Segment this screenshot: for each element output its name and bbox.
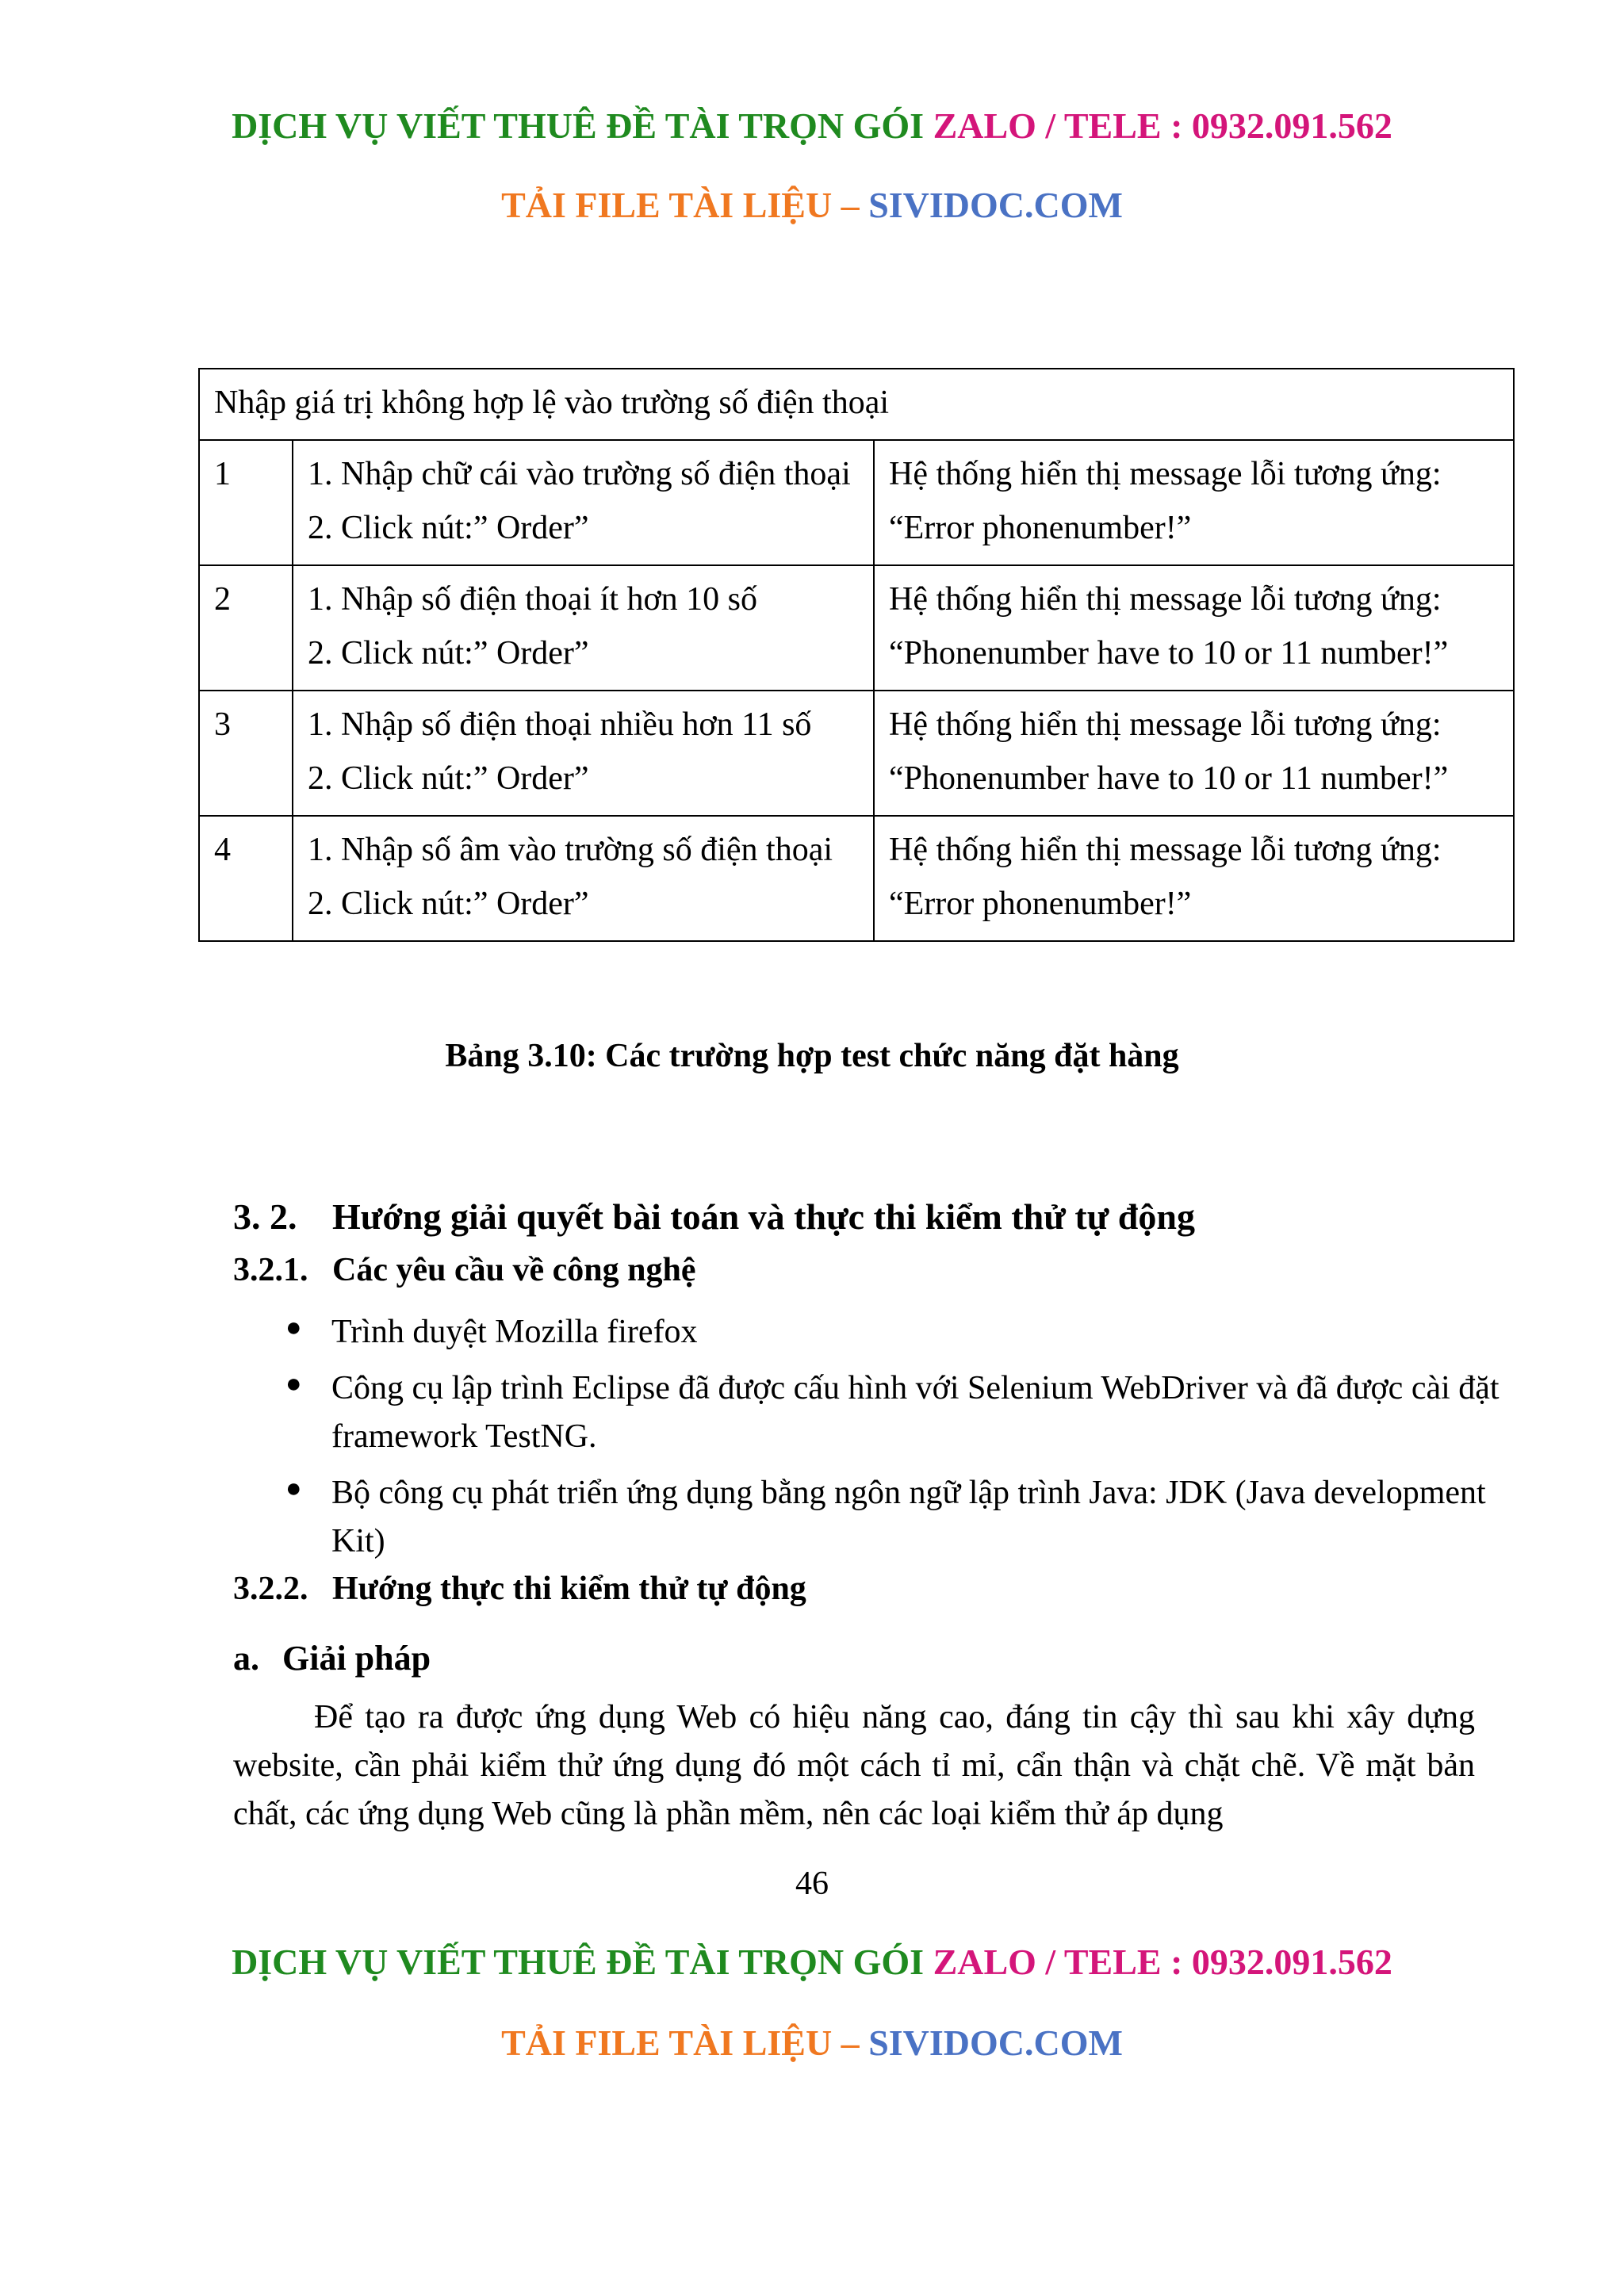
row-steps: [293, 816, 874, 941]
table-row: [199, 440, 1514, 565]
footer-contact-text: ZALO / TELE : 0932.091.562: [933, 1942, 1392, 1982]
step-text: 1. Nhập số điện thoại ít hơn 10 số: [308, 581, 757, 618]
header-site-link[interactable]: SIVIDOC.COM: [868, 185, 1123, 225]
list-item-text: Bộ công cụ phát triển ứng dụng bằng ngôn ngữ lập trình Java: JDK (Java development Kit): [331, 1474, 1486, 1559]
row-steps: [293, 691, 874, 816]
subsection-title: Các yêu cầu về công nghệ: [332, 1252, 696, 1288]
row-expected-result: [874, 440, 1514, 565]
subsection-heading-automation: [233, 1570, 806, 1608]
list-item-text: Trình duyệt Mozilla firefox: [331, 1314, 698, 1350]
row-expected-result: [874, 816, 1514, 941]
step-text: 1. Nhập chữ cái vào trường số điện thoại: [308, 456, 851, 493]
header-banner-line2: [0, 184, 1624, 226]
bullet-icon: ●: [285, 1473, 302, 1503]
footer-banner-line1: [0, 1941, 1624, 1983]
table-caption: Bảng 3.10: Các trường hợp test chức năng đặt hàng: [445, 1038, 1179, 1074]
table-title-cell: Nhập giá trị không hợp lệ vào trường số điện thoại: [199, 369, 1514, 440]
bullet-icon: ●: [285, 1313, 302, 1342]
header-download-text: TẢI FILE TÀI LIỆU –: [501, 185, 860, 225]
row-steps: [293, 440, 874, 565]
footer-service-text: DỊCH VỤ VIẾT THUÊ ĐỀ TÀI TRỌN GÓI: [232, 1942, 925, 1982]
table-row: [199, 691, 1514, 816]
table-title-row: [199, 369, 1514, 440]
list-item: [233, 1469, 1502, 1566]
test-case-table: [198, 368, 1515, 942]
tech-requirements-list: [233, 1308, 1502, 1573]
header-banner-line1: [0, 105, 1624, 147]
body-paragraph: Để tạo ra được ứng dụng Web có hiệu năng cao, đáng tin cậy thì sau khi xây dựng website, cần phải kiểm thử ứng dụng đó một cách tỉ mỉ, cẩn thận và chặt chẽ. Về mặt bản chất, các ứng dụng Web cũng là phần mềm, nên các loại kiểm thử áp dụng: [233, 1699, 1475, 1832]
row-number: 1: [199, 440, 293, 565]
step-text: 2. Click nút:” Order”: [308, 510, 589, 547]
step-text: 2. Click nút:” Order”: [308, 635, 589, 672]
table-row: [199, 816, 1514, 941]
section-number: 3. 2.: [233, 1196, 297, 1237]
step-text: 1. Nhập số âm vào trường số điện thoại: [308, 832, 833, 869]
subsection-title: Hướng thực thi kiểm thử tự động: [332, 1571, 806, 1607]
step-text: 2. Click nút:” Order”: [308, 760, 589, 798]
header-service-text: DỊCH VỤ VIẾT THUÊ ĐỀ TÀI TRỌN GÓI: [232, 105, 925, 146]
result-message: “Phonenumber have to 10 or 11 number!”: [889, 760, 1449, 798]
section-title: Hướng giải quyết bài toán và thực thi kiểm thử tự động: [332, 1196, 1195, 1237]
list-item: [233, 1364, 1502, 1461]
result-message: “Phonenumber have to 10 or 11 number!”: [889, 635, 1449, 672]
step-text: 1. Nhập số điện thoại nhiều hơn 11 số: [308, 706, 812, 744]
result-text: Hệ thống hiển thị message lỗi tương ứng:: [889, 456, 1442, 493]
subsection-heading-tech-requirements: [233, 1251, 695, 1289]
footer-download-text: TẢI FILE TÀI LIỆU –: [501, 2022, 860, 2063]
footer-site-link[interactable]: SIVIDOC.COM: [868, 2022, 1123, 2063]
subsection-number: 3.2.2.: [233, 1571, 308, 1607]
page-number: 46: [795, 1866, 829, 1902]
table-row: [199, 565, 1514, 691]
row-steps: [293, 565, 874, 691]
step-text: 2. Click nút:” Order”: [308, 886, 589, 923]
row-expected-result: [874, 691, 1514, 816]
result-message: “Error phonenumber!”: [889, 510, 1192, 547]
row-number: 3: [199, 691, 293, 816]
result-text: Hệ thống hiển thị message lỗi tương ứng:: [889, 706, 1442, 744]
bullet-icon: ●: [285, 1368, 302, 1399]
result-text: Hệ thống hiển thị message lỗi tương ứng:: [889, 832, 1442, 869]
footer-banner-line2: [0, 2022, 1624, 2064]
row-number: 4: [199, 816, 293, 941]
row-expected-result: [874, 565, 1514, 691]
section-heading: [233, 1196, 1195, 1238]
item-letter: a.: [233, 1639, 259, 1678]
subsection-number: 3.2.1.: [233, 1252, 308, 1288]
header-contact-text: ZALO / TELE : 0932.091.562: [933, 105, 1392, 146]
item-title: Giải pháp: [282, 1639, 431, 1678]
item-heading-solution: [233, 1638, 431, 1678]
result-text: Hệ thống hiển thị message lỗi tương ứng:: [889, 581, 1442, 618]
result-message: “Error phonenumber!”: [889, 886, 1192, 923]
list-item: [233, 1308, 1502, 1357]
list-item-text: Công cụ lập trình Eclipse đã được cấu hình với Selenium WebDriver và đã được cài đặt framework TestNG.: [331, 1369, 1500, 1455]
row-number: 2: [199, 565, 293, 691]
